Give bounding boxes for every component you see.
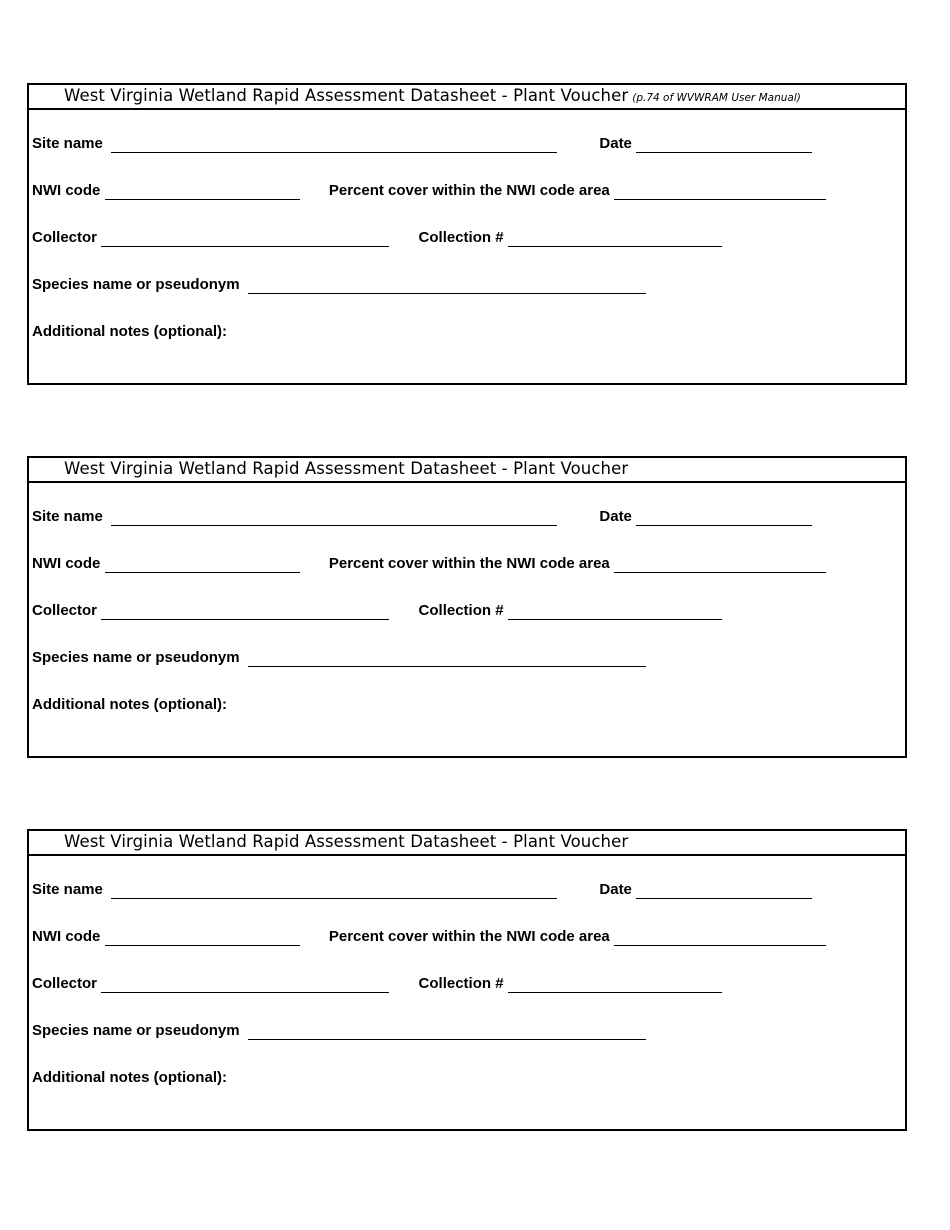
plant-voucher-form-3 <box>27 829 907 1131</box>
date-field[interactable] <box>636 511 812 526</box>
collection-number-label: Collection # <box>418 229 504 246</box>
collection-number-label: Collection # <box>418 602 504 619</box>
site-name-label: Site name <box>32 508 103 525</box>
species-label: Species name or pseudonym <box>32 649 240 666</box>
plant-voucher-form-1 <box>27 83 907 385</box>
date-label: Date <box>599 135 632 152</box>
additional-notes-label: Additional notes (optional): <box>32 696 227 713</box>
collector-field[interactable] <box>101 978 389 993</box>
collection-number-field[interactable] <box>508 978 722 993</box>
collector-label: Collector <box>32 602 98 619</box>
collector-field[interactable] <box>101 232 389 247</box>
percent-cover-label: Percent cover within the NWI code area <box>328 555 610 572</box>
plant-voucher-form-2 <box>27 456 907 758</box>
nwi-code-label: NWI code <box>32 555 101 572</box>
species-field[interactable] <box>248 652 646 667</box>
percent-cover-field[interactable] <box>614 931 826 946</box>
species-label: Species name or pseudonym <box>32 276 240 293</box>
species-field[interactable] <box>248 279 646 294</box>
collector-label: Collector <box>32 975 98 992</box>
voucher-title-bar <box>29 831 905 856</box>
percent-cover-label: Percent cover within the NWI code area <box>328 182 610 199</box>
date-field[interactable] <box>636 884 812 899</box>
date-label: Date <box>599 508 632 525</box>
collection-number-field[interactable] <box>508 605 722 620</box>
date-label: Date <box>599 881 632 898</box>
voucher-title-bar <box>29 458 905 483</box>
nwi-code-field[interactable] <box>105 185 300 200</box>
voucher-title-bar <box>29 85 905 110</box>
additional-notes-label: Additional notes (optional): <box>32 1069 227 1086</box>
manual-reference: (p.74 of WVWRAM User Manual) <box>632 92 801 104</box>
site-name-field[interactable] <box>111 511 557 526</box>
nwi-code-label: NWI code <box>32 182 101 199</box>
species-label: Species name or pseudonym <box>32 1022 240 1039</box>
additional-notes-label: Additional notes (optional): <box>32 323 227 340</box>
voucher-title: West Virginia Wetland Rapid Assessment Datasheet - Plant Voucher <box>64 459 629 478</box>
voucher-title: West Virginia Wetland Rapid Assessment Datasheet - Plant Voucher <box>64 832 629 851</box>
site-name-field[interactable] <box>111 138 557 153</box>
species-field[interactable] <box>248 1025 646 1040</box>
collector-field[interactable] <box>101 605 389 620</box>
collection-number-label: Collection # <box>418 975 504 992</box>
voucher-title: West Virginia Wetland Rapid Assessment Datasheet - Plant Voucher <box>64 86 629 105</box>
percent-cover-field[interactable] <box>614 558 826 573</box>
nwi-code-field[interactable] <box>105 558 300 573</box>
date-field[interactable] <box>636 138 812 153</box>
collector-label: Collector <box>32 229 98 246</box>
nwi-code-label: NWI code <box>32 928 101 945</box>
nwi-code-field[interactable] <box>105 931 300 946</box>
collection-number-field[interactable] <box>508 232 722 247</box>
site-name-label: Site name <box>32 881 103 898</box>
site-name-label: Site name <box>32 135 103 152</box>
percent-cover-label: Percent cover within the NWI code area <box>328 928 610 945</box>
site-name-field[interactable] <box>111 884 557 899</box>
percent-cover-field[interactable] <box>614 185 826 200</box>
